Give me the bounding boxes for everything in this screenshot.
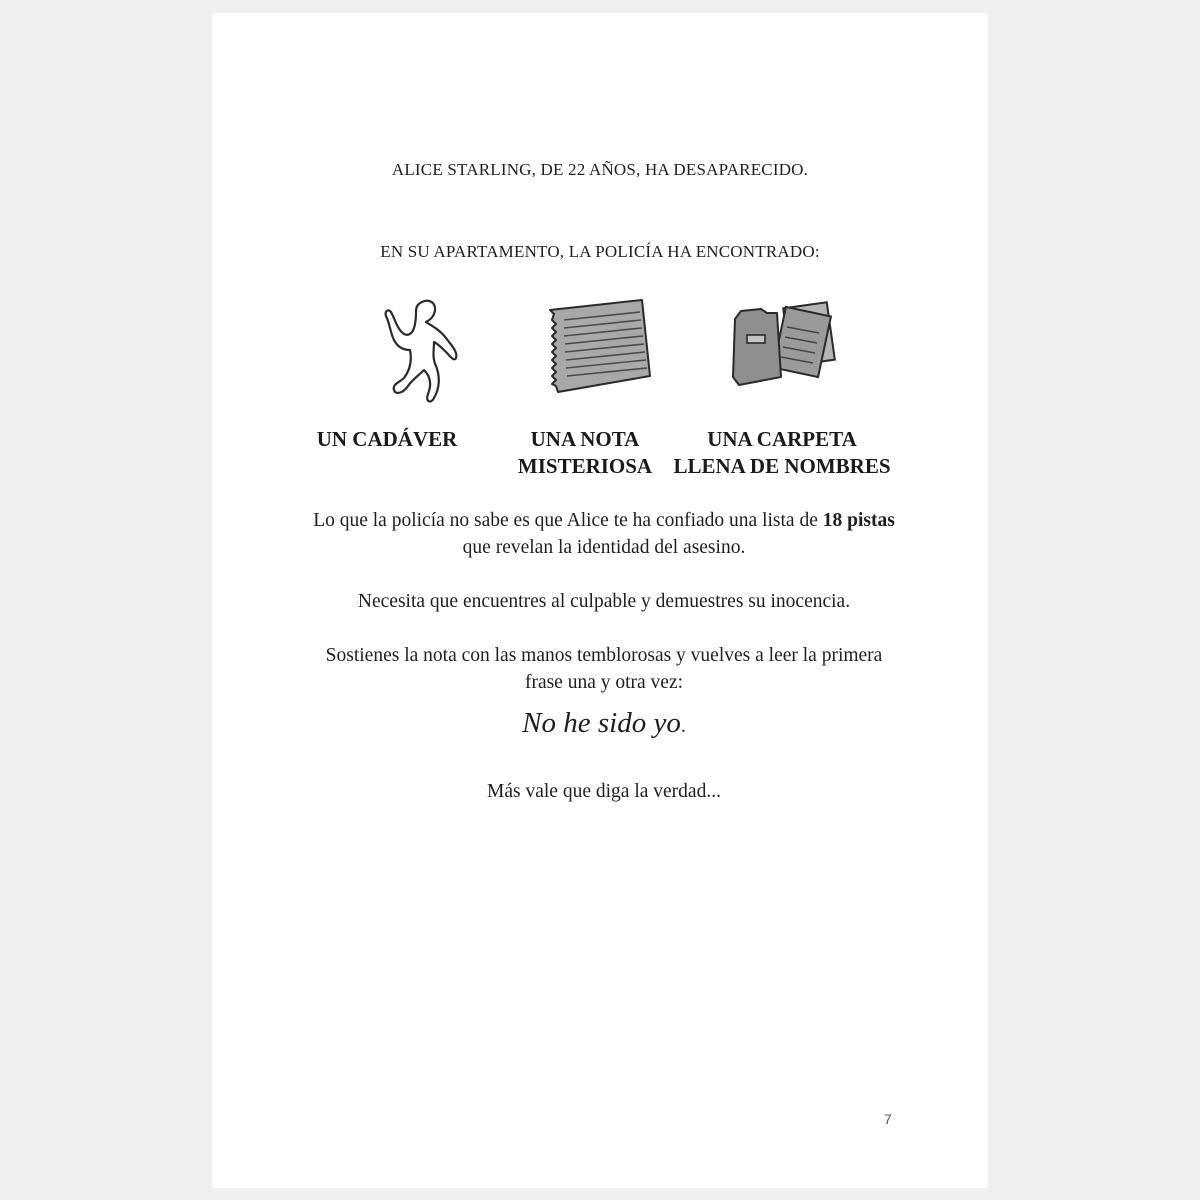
item-label-corpse [302,426,472,453]
quote-text: No he sido yo [522,707,681,739]
intro-line-1: ALICE STARLING, DE 22 AÑOS, HA DESAPARECIDO. [391,160,809,179]
item-label-folder [672,426,892,480]
quote-period: . [680,715,686,737]
body-outline-icon [370,296,470,408]
paragraph-clues-end: que revelan la identidad del asesino. [462,537,746,558]
item-label-folder-line-2: LLENA DE NOMBRES [673,454,891,478]
item-label-corpse-line-1: UN CADÁVER [316,427,458,451]
page-number: 7 [884,1111,892,1127]
paragraph-read-note: Sostienes la nota con las manos temblorosas y vuelves a leer la primera frase una y otra vez: [325,645,883,693]
intro-line-2: EN SU APARTAMENTO, LA POLICÍA HA ENCONTRADO: [380,242,820,261]
item-label-note-line-1: UNA NOTA [530,427,640,451]
book-page [212,13,988,1188]
item-label-note-line-2: MISTERIOSA [517,454,653,478]
quote-not-me [312,705,896,744]
paragraph-clues-bold: 18 pistas [822,510,895,531]
item-label-folder-line-1: UNA CARPETA [707,427,857,451]
paragraph-clues-start: Lo que la policía no sabe es que Alice te ha confiado una lista de [313,510,823,531]
paragraph-truth: Más vale que diga la verdad... [487,781,721,802]
note-icon [538,296,658,401]
item-label-note [502,426,668,480]
folder-icon [727,293,852,393]
paragraph-clues [312,507,896,561]
paragraph-find-culprit: Necesita que encuentres al culpable y demuestres su inocencia. [357,591,851,612]
